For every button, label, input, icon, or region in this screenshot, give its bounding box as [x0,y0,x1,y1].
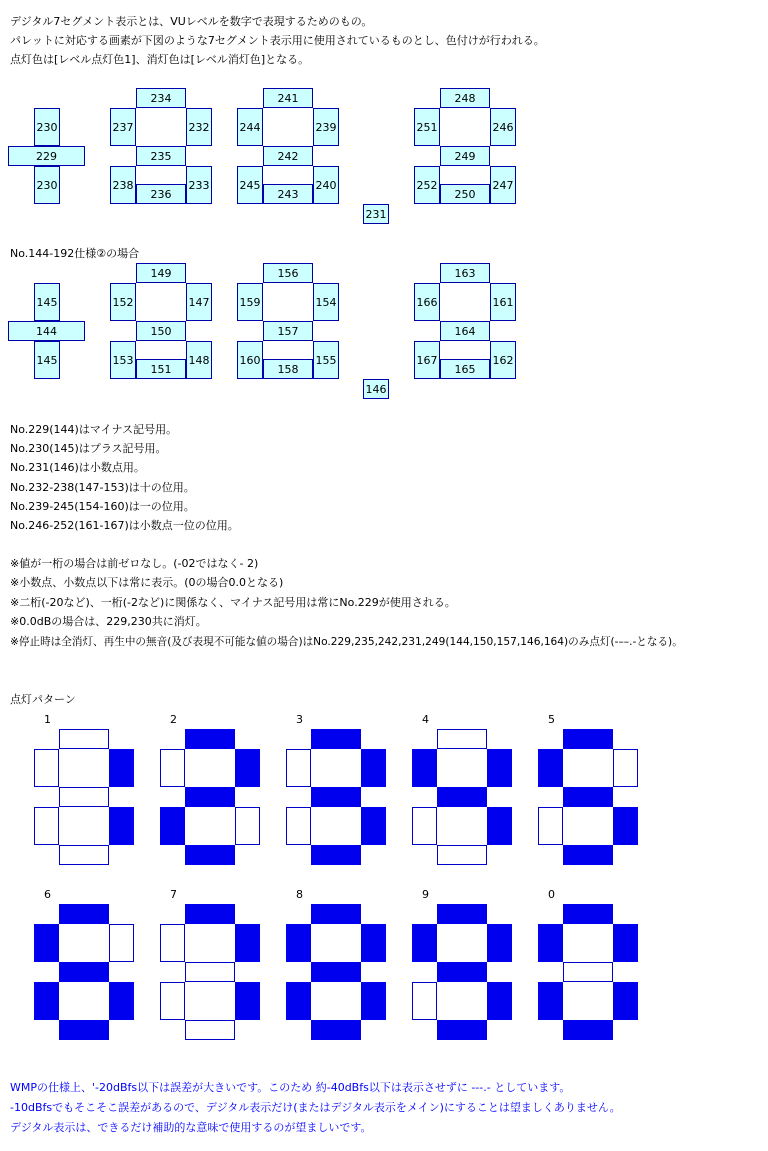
pattern-label: 0 [548,888,555,901]
pattern-segment-g [59,962,109,982]
footer-line-1: WMPの仕様上、'-20dBfs以下は誤差が大きいです。このため 約-40dBfs以下は表示させずに ---.- としています。 [10,1081,571,1094]
pattern-segment-c [235,982,260,1020]
pattern-segment-b [235,749,260,787]
pattern-segment-a [185,904,235,924]
digit-tenths-segment-a: 163 [440,263,490,283]
pattern-segment-d [185,845,235,865]
pattern-segment-b [109,749,134,787]
digit-tens-segment-g: 150 [136,321,186,341]
use-line-1: No.229(144)はマイナス記号用。 [10,423,178,436]
pattern-segment-e [160,807,185,845]
pattern-label: 4 [422,713,429,726]
note-line-5: ※停止時は全消灯、再生中の無音(及び表現不可能な値の場合)はNo.229,235,242,231,249(144,150,157,146,164)のみ点灯(-––.-となる)。 [10,636,683,648]
digit-tens-segment-f: 152 [110,283,136,321]
pattern-segment-a [311,729,361,749]
digit-tens-segment-g: 235 [136,146,186,166]
digit-tenths-segment-f: 251 [414,108,440,146]
digit-tenths-segment-g: 249 [440,146,490,166]
pattern-segment-d [311,845,361,865]
pattern-label: 3 [296,713,303,726]
pattern-segment-c [109,982,134,1020]
pattern-segment-a [59,729,109,749]
pattern-segment-a [311,904,361,924]
pattern-segment-d [311,1020,361,1040]
pattern-segment-e [34,807,59,845]
digit-tenths-segment-c: 247 [490,166,516,204]
digit-tenths-segment-a: 248 [440,88,490,108]
digit-tenths-segment-b: 246 [490,108,516,146]
digit-ones-segment-g: 242 [263,146,313,166]
digit-tens-segment-f: 237 [110,108,136,146]
sign-plus-bottom-segment: 145 [34,341,60,379]
pattern-segment-a [437,904,487,924]
pattern-label: 2 [170,713,177,726]
digit-ones-segment-d: 243 [263,184,313,204]
sign-minus-segment: 229 [8,146,85,166]
pattern-label: 9 [422,888,429,901]
note-line-4: ※0.0dBの場合は、229,230共に消灯。 [10,615,207,628]
digit-ones-segment-e: 245 [237,166,263,204]
digit-tens-segment-a: 234 [136,88,186,108]
use-line-4: No.232-238(147-153)は十の位用。 [10,481,195,494]
pattern-segment-f [412,924,437,962]
use-line-6: No.246-252(161-167)は小数点一位の位用。 [10,519,239,532]
digit-tens-segment-d: 236 [136,184,186,204]
pattern-segment-f [538,749,563,787]
note-line-3: ※二桁(-20など)、一桁(-2など)に関係なく、マイナス記号用は常にNo.229が使用される。 [10,596,456,609]
use-line-3: No.231(146)は小数点用。 [10,461,145,474]
pattern-segment-f [160,924,185,962]
pattern-segment-b [361,924,386,962]
sign-minus-segment: 144 [8,321,85,341]
digit-tens-segment-b: 147 [186,283,212,321]
spec2-title: No.144-192仕様②の場合 [10,247,140,260]
digit-ones-segment-b: 239 [313,108,339,146]
pattern-segment-c [109,807,134,845]
digit-tens-segment-c: 148 [186,341,212,379]
digit-ones-segment-c: 155 [313,341,339,379]
pattern-segment-e [286,982,311,1020]
digit-ones-segment-f: 244 [237,108,263,146]
sign-plus-bottom-segment: 230 [34,166,60,204]
pattern-segment-e [286,807,311,845]
digit-tens-segment-e: 153 [110,341,136,379]
pattern-segment-d [563,845,613,865]
pattern-segment-f [286,924,311,962]
digit-tenths-segment-d: 165 [440,359,490,379]
pattern-segment-g [185,962,235,982]
pattern-segment-c [487,807,512,845]
pattern-label: 1 [44,713,51,726]
pattern-segment-e [160,982,185,1020]
digit-tenths-segment-f: 166 [414,283,440,321]
use-line-5: No.239-245(154-160)は一の位用。 [10,500,195,513]
sign-plus-top-segment: 145 [34,283,60,321]
pattern-segment-c [613,982,638,1020]
pattern-segment-g [59,787,109,807]
pattern-segment-d [563,1020,613,1040]
footer-line-2: -10dBfsでもそこそこ誤差があるので、デジタル表示だけ(またはデジタル表示をメイン)にすることは望ましくありません。 [10,1101,621,1114]
pattern-segment-e [34,982,59,1020]
digit-tenths-segment-e: 167 [414,341,440,379]
digit-ones-segment-a: 156 [263,263,313,283]
pattern-segment-e [538,982,563,1020]
digit-tenths-segment-e: 252 [414,166,440,204]
pattern-segment-e [412,982,437,1020]
pattern-title: 点灯パターン [10,693,76,706]
pattern-segment-a [185,729,235,749]
pattern-label: 6 [44,888,51,901]
pattern-segment-b [613,749,638,787]
pattern-segment-e [412,807,437,845]
digit-tens-segment-a: 149 [136,263,186,283]
digit-ones-segment-f: 159 [237,283,263,321]
pattern-segment-d [437,845,487,865]
pattern-segment-b [487,749,512,787]
pattern-segment-c [487,982,512,1020]
pattern-segment-c [361,982,386,1020]
digit-tenths-segment-d: 250 [440,184,490,204]
note-line-1: ※値が一桁の場合は前ゼロなし。(-02ではなく- 2) [10,557,259,570]
pattern-segment-f [412,749,437,787]
pattern-segment-c [235,807,260,845]
pattern-segment-f [286,749,311,787]
pattern-segment-g [437,962,487,982]
pattern-segment-b [487,924,512,962]
footer-line-3: デジタル表示は、できるだけ補助的な意味で使用するのが望ましいです。 [10,1121,372,1134]
pattern-segment-f [160,749,185,787]
pattern-segment-d [59,845,109,865]
pattern-segment-b [361,749,386,787]
pattern-segment-a [563,904,613,924]
digit-ones-segment-a: 241 [263,88,313,108]
pattern-segment-f [538,924,563,962]
pattern-label: 5 [548,713,555,726]
pattern-segment-b [613,924,638,962]
pattern-segment-f [34,749,59,787]
decimal-point-segment: 231 [363,204,389,224]
digit-ones-segment-e: 160 [237,341,263,379]
pattern-segment-f [34,924,59,962]
pattern-segment-d [185,1020,235,1040]
use-line-2: No.230(145)はプラス記号用。 [10,442,167,455]
intro-line-3: 点灯色は[レベル点灯色1]、消灯色は[レベル消灯色]となる。 [10,53,310,66]
pattern-segment-g [563,787,613,807]
pattern-segment-g [563,962,613,982]
pattern-segment-a [437,729,487,749]
digit-tens-segment-b: 232 [186,108,212,146]
note-line-2: ※小数点、小数点以下は常に表示。(0の場合0.0となる) [10,576,284,589]
intro-line-1: デジタル7セグメント表示とは、VUレベルを数字で表現するためのもの。 [10,15,373,28]
pattern-label: 8 [296,888,303,901]
pattern-segment-g [437,787,487,807]
pattern-segment-a [563,729,613,749]
digit-ones-segment-b: 154 [313,283,339,321]
pattern-segment-c [613,807,638,845]
digit-tenths-segment-g: 164 [440,321,490,341]
pattern-segment-a [59,904,109,924]
digit-tens-segment-c: 233 [186,166,212,204]
pattern-segment-g [311,962,361,982]
pattern-segment-d [437,1020,487,1040]
pattern-segment-g [311,787,361,807]
digit-ones-segment-c: 240 [313,166,339,204]
decimal-point-segment: 146 [363,379,389,399]
pattern-segment-c [361,807,386,845]
digit-tens-segment-d: 151 [136,359,186,379]
pattern-segment-g [185,787,235,807]
pattern-segment-b [109,924,134,962]
pattern-segment-e [538,807,563,845]
digit-tenths-segment-b: 161 [490,283,516,321]
pattern-segment-b [235,924,260,962]
digit-tens-segment-e: 238 [110,166,136,204]
pattern-segment-d [59,1020,109,1040]
digit-ones-segment-g: 157 [263,321,313,341]
digit-ones-segment-d: 158 [263,359,313,379]
digit-tenths-segment-c: 162 [490,341,516,379]
intro-line-2: パレットに対応する画素が下図のような7セグメント表示用に使用されているものとし、色付けが行われる。 [10,34,545,47]
pattern-label: 7 [170,888,177,901]
sign-plus-top-segment: 230 [34,108,60,146]
